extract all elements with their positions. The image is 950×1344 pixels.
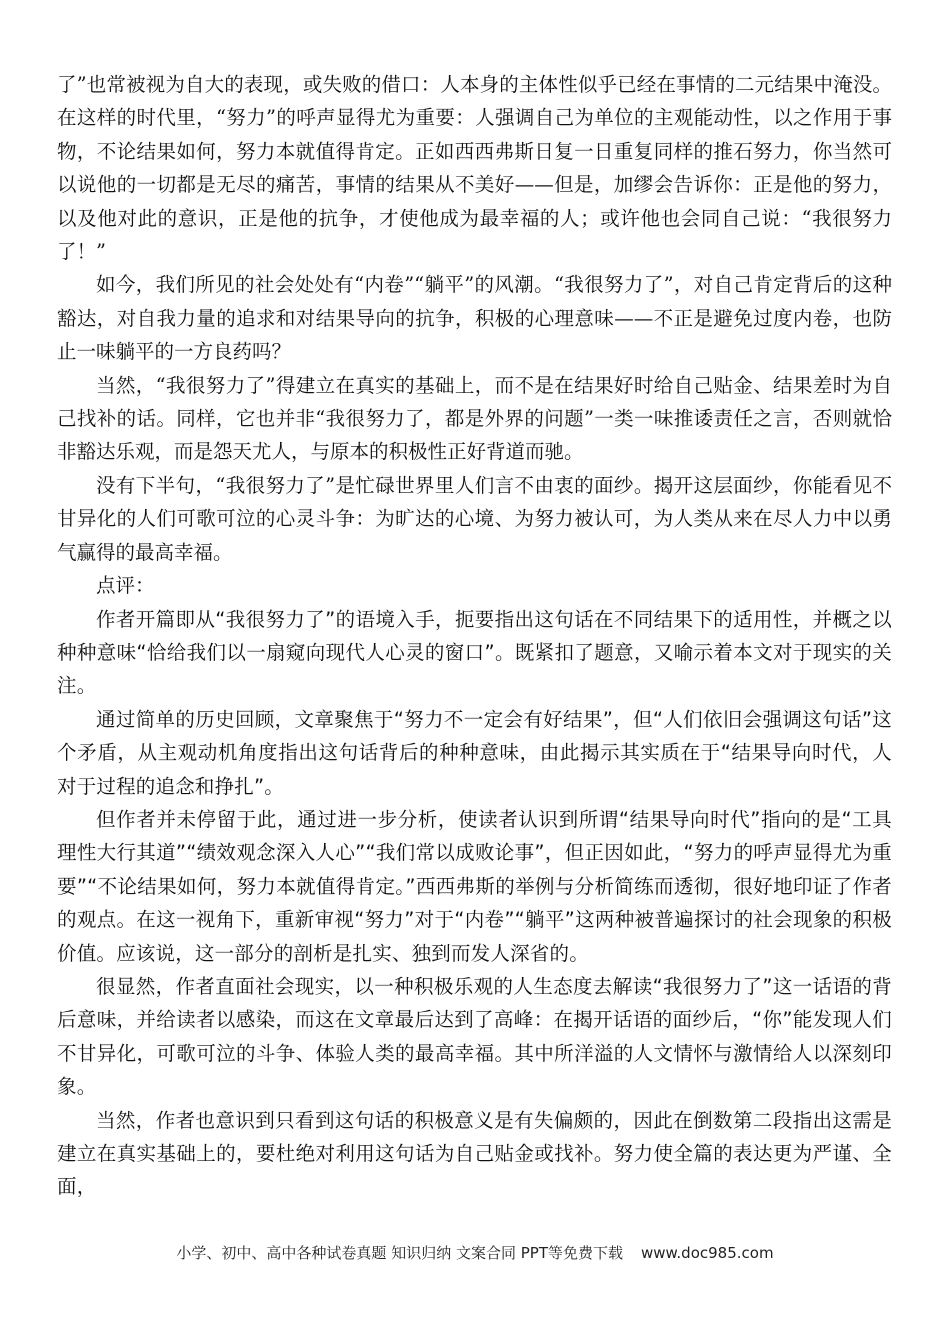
article-paragraph-4: 没有下半句，“我很努力了”是忙碌世界里人们言不由衷的面纱。揭开这层面纱，你能看见不甘异化的人们可歌可泣的心灵斗争：为旷达的心境、为努力被认可，为人类从来在尽人力中以勇气赢得的最高幸福。 — [57, 473, 892, 564]
review-label: 点评： — [96, 574, 155, 598]
article-paragraph-3: 当然，“我很努力了”得建立在真实的基础上，而不是在结果好时给自己贴金、结果差时为自己找补的话。同样，它也并非“我很努力了，都是外界的问题”一类一味推诿责任之言，否则就恰非豁达乐观，而是怨天尤人，与原本的积极性正好背道而驰。 — [57, 373, 892, 464]
review-paragraph-2: 通过简单的历史回顾，文章聚焦于“努力不一定会有好结果”，但“人们依旧会强调这句话”这个矛盾，从主观动机角度指出这句话背后的种种意味，由此揭示其实质在于“结果导向时代，人对于过程的追念和挣扎”。 — [57, 707, 892, 798]
review-paragraph-1: 作者开篇即从“我很努力了”的语境入手，扼要指出这句话在不同结果下的适用性，并概之以种种意味“恰给我们以一扇窥向现代人心灵的窗口”。既紧扣了题意，又喻示着本文对于现实的关注。 — [57, 607, 892, 698]
review-paragraph-3: 但作者并未停留于此，通过进一步分析，使读者认识到所谓“结果导向时代”指向的是“工具理性大行其道”“绩效观念深入人心”“我们常以成败论事”，但正因如此，“努力的呼声显得尤为重要”“不论结果如何，努力本就值得肯定。”西西弗斯的举例与分析简练而透彻，很好地印证了作者的观点。在这一视角下，重新审视“努力”对于“内卷”“躺平”这两种被普遍探讨的社会现象的积极价值。应该说，这一部分的剖析是扎实、独到而发人深省的。 — [57, 807, 892, 965]
document-body — [57, 68, 892, 1204]
review-paragraph-4: 很显然，作者直面社会现实，以一种积极乐观的人生态度去解读“我很努力了”这一话语的背后意味，并给读者以感染，而这在文章最后达到了高峰：在揭开话语的面纱后，“你”能发现人们不甘异化，可歌可泣的斗争、体验人类的最高幸福。其中所洋溢的人文情怀与激情给人以深刻印象。 — [57, 974, 892, 1099]
footer-text: 小学、初中、高中各种试卷真题 知识归纳 文案合同 PPT等免费下载 — [176, 1244, 623, 1262]
article-paragraph-2: 如今，我们所见的社会处处有“内卷”“躺平”的风潮。“我很努力了”，对自己肯定背后的这种豁达，对自我力量的追求和对结果导向的抗争，积极的心理意味——不正是避免过度内卷，也防止一味躺平的一方良药吗？ — [57, 273, 892, 364]
review-paragraph-5: 当然，作者也意识到只看到这句话的积极意义是有失偏颇的，因此在倒数第二段指出这需是建立在真实基础上的，要杜绝对利用这句话为自己贴金或找补。努力使全篇的表达更为严谨、全面， — [57, 1108, 892, 1199]
page-footer — [0, 1243, 950, 1263]
footer-url-link[interactable]: www.doc985.com — [640, 1244, 774, 1262]
article-paragraph-1: 了”也常被视为自大的表现，或失败的借口：人本身的主体性似乎已经在事情的二元结果中淹没。在这样的时代里，“努力”的呼声显得尤为重要：人强调自己为单位的主观能动性，以之作用于事物，不论结果如何，努力本就值得肯定。正如西西弗斯日复一日重复同样的推石努力，你当然可以说他的一切都是无尽的痛苦，事情的结果从不美好——但是，加缪会告诉你：正是他的努力，以及他对此的意识，正是他的抗争，才使他成为最幸福的人；或许他也会同自己说：“我很努力了！” — [57, 73, 892, 264]
